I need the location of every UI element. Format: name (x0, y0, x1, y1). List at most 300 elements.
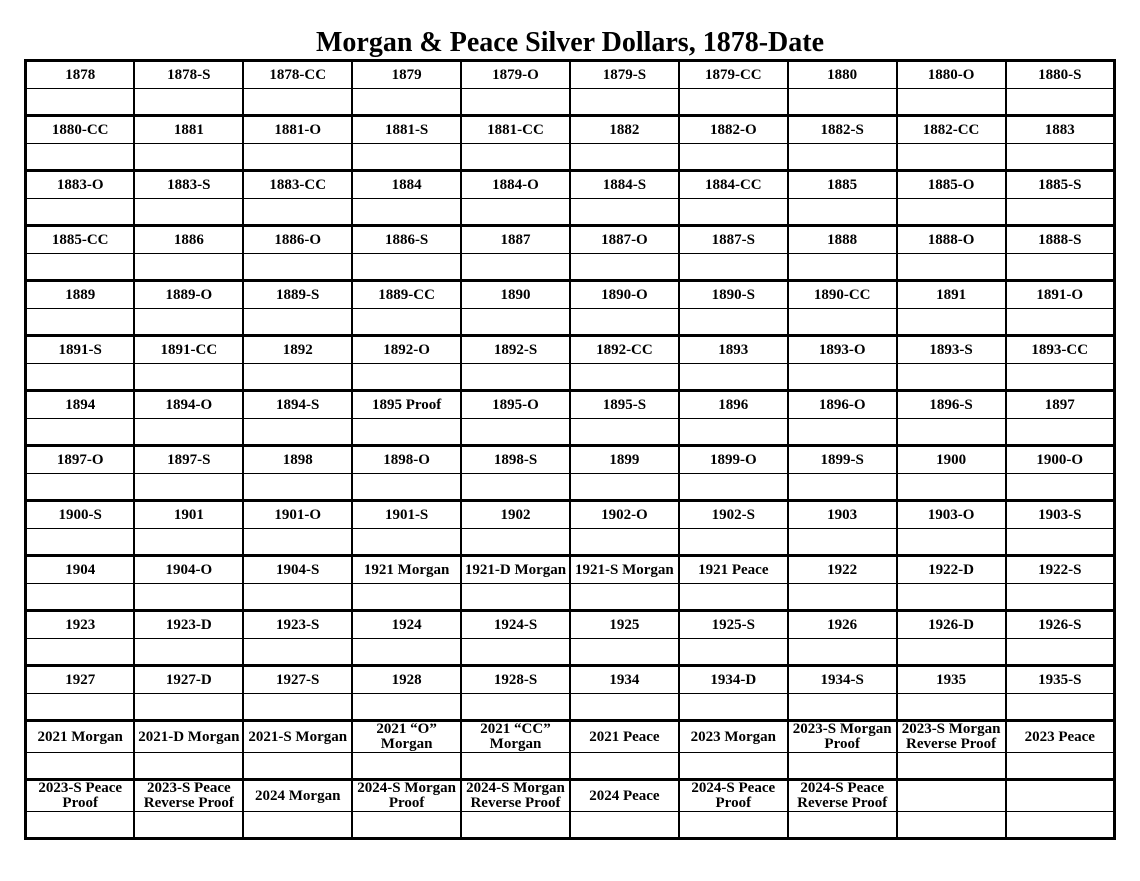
coin-label: 1882-CC (897, 116, 1006, 144)
checkbox-row (26, 254, 1115, 281)
check-box-cell[interactable] (352, 639, 461, 666)
coin-label: 1900-O (1006, 446, 1115, 474)
check-box-cell[interactable] (461, 364, 570, 391)
coin-label: 1899 (570, 446, 679, 474)
check-box-cell[interactable] (570, 639, 679, 666)
coin-label: 1890 (461, 281, 570, 309)
coin-label: 1896-S (897, 391, 1006, 419)
check-box-cell[interactable] (461, 474, 570, 501)
coin-label: 2024-S Peace Reverse Proof (788, 780, 897, 812)
coin-label: 1883-S (134, 171, 243, 199)
check-box-cell[interactable] (1006, 309, 1115, 336)
check-box-cell[interactable] (570, 753, 679, 780)
checkbox-row (26, 144, 1115, 171)
coin-label: 1890-O (570, 281, 679, 309)
check-box-cell[interactable] (243, 364, 352, 391)
coin-label: 1898-S (461, 446, 570, 474)
coin-label: 1885-O (897, 171, 1006, 199)
check-box-cell[interactable] (352, 309, 461, 336)
coin-label: 1880 (788, 61, 897, 89)
coin-label: 1926-D (897, 611, 1006, 639)
check-box-cell[interactable] (26, 419, 135, 446)
check-box-cell[interactable] (788, 812, 897, 839)
coin-label: 1884 (352, 171, 461, 199)
coin-label: 1883-O (26, 171, 135, 199)
coin-label: 1890-CC (788, 281, 897, 309)
coin-label: 1893 (679, 336, 788, 364)
coin-label: 2024-S Peace Proof (679, 780, 788, 812)
coin-label: 1894-O (134, 391, 243, 419)
check-box-cell[interactable] (570, 144, 679, 171)
check-box-cell[interactable] (26, 254, 135, 281)
coin-label: 1898-O (352, 446, 461, 474)
check-box-cell[interactable] (26, 364, 135, 391)
coin-label: 1921 Morgan (352, 556, 461, 584)
coin-label: 1921 Peace (679, 556, 788, 584)
coin-label: 1884-O (461, 171, 570, 199)
checkbox-row (26, 753, 1115, 780)
coin-label: 1885 (788, 171, 897, 199)
checkbox-row (26, 364, 1115, 391)
check-box-cell[interactable] (461, 144, 570, 171)
check-box-cell[interactable] (243, 639, 352, 666)
checkbox-row (26, 529, 1115, 556)
coin-label: 1883 (1006, 116, 1115, 144)
label-row (26, 446, 1115, 474)
coin-label: 1927 (26, 666, 135, 694)
label-row (26, 281, 1115, 309)
coin-label: 1934 (570, 666, 679, 694)
check-box-cell[interactable] (788, 89, 897, 116)
check-box-cell[interactable] (352, 364, 461, 391)
check-box-cell[interactable] (788, 529, 897, 556)
check-box-cell[interactable] (243, 753, 352, 780)
check-box-cell[interactable] (1006, 584, 1115, 611)
coin-label: 2023-S Peace Proof (26, 780, 135, 812)
coin-label: 1923-S (243, 611, 352, 639)
check-box-cell[interactable] (679, 89, 788, 116)
coin-label: 1898 (243, 446, 352, 474)
coin-label: 1902-O (570, 501, 679, 529)
checkbox-row (26, 419, 1115, 446)
coin-label: 1889-O (134, 281, 243, 309)
coin-label: 1896-O (788, 391, 897, 419)
check-box-cell[interactable] (352, 694, 461, 721)
check-box-cell[interactable] (1006, 694, 1115, 721)
check-box-cell[interactable] (679, 812, 788, 839)
coin-label: 1904 (26, 556, 135, 584)
check-box-cell[interactable] (26, 529, 135, 556)
coin-label: 1882-O (679, 116, 788, 144)
coin-label: 1880-CC (26, 116, 135, 144)
check-box-cell[interactable] (243, 529, 352, 556)
coin-label: 1878-CC (243, 61, 352, 89)
check-box-cell[interactable] (897, 694, 1006, 721)
coin-label: 1934-D (679, 666, 788, 694)
coin-label: 1881-O (243, 116, 352, 144)
check-box-cell[interactable] (1006, 529, 1115, 556)
check-box-cell[interactable] (461, 694, 570, 721)
check-box-cell[interactable] (134, 364, 243, 391)
coin-label: 1878 (26, 61, 135, 89)
coin-label: 1880-O (897, 61, 1006, 89)
check-box-cell[interactable] (570, 694, 679, 721)
coin-label: 1893-S (897, 336, 1006, 364)
coin-label: 1885-CC (26, 226, 135, 254)
coin-label: 1923-D (134, 611, 243, 639)
coin-label: 1889 (26, 281, 135, 309)
coin-label: 2024-S Morgan Reverse Proof (461, 780, 570, 812)
check-box-cell[interactable] (461, 812, 570, 839)
check-box-cell[interactable] (679, 639, 788, 666)
check-box-cell[interactable] (679, 529, 788, 556)
coin-label: 1903 (788, 501, 897, 529)
check-box-cell[interactable] (461, 254, 570, 281)
check-box-cell[interactable] (1006, 753, 1115, 780)
coin-checklist-table (24, 59, 1116, 840)
coin-label: 1925 (570, 611, 679, 639)
coin-label: 1893-O (788, 336, 897, 364)
coin-label: 2023-S Peace Reverse Proof (134, 780, 243, 812)
coin-label: 1894-S (243, 391, 352, 419)
coin-label: 1904-S (243, 556, 352, 584)
check-box-cell[interactable] (26, 474, 135, 501)
coin-label: 1928-S (461, 666, 570, 694)
coin-label: 1901-O (243, 501, 352, 529)
coin-label: 1882 (570, 116, 679, 144)
checkbox-row (26, 694, 1115, 721)
check-box-cell[interactable] (788, 309, 897, 336)
coin-label: 1880-S (1006, 61, 1115, 89)
coin-label: 1902-S (679, 501, 788, 529)
check-box-cell[interactable] (352, 199, 461, 226)
coin-label: 1884-S (570, 171, 679, 199)
check-box-cell[interactable] (352, 474, 461, 501)
coin-label: 1921-D Morgan (461, 556, 570, 584)
coin-label: 1897-O (26, 446, 135, 474)
check-box-cell[interactable] (26, 144, 135, 171)
check-box-cell[interactable] (352, 584, 461, 611)
coin-label: 1926 (788, 611, 897, 639)
coin-label: 1892 (243, 336, 352, 364)
check-box-cell[interactable] (570, 474, 679, 501)
check-box-cell[interactable] (352, 753, 461, 780)
check-box-cell[interactable] (679, 584, 788, 611)
coin-label: 1927-S (243, 666, 352, 694)
label-row (26, 391, 1115, 419)
check-box-cell[interactable] (461, 419, 570, 446)
check-box-cell[interactable] (679, 474, 788, 501)
check-box-cell[interactable] (26, 694, 135, 721)
label-row (26, 501, 1115, 529)
coin-label: 1889-CC (352, 281, 461, 309)
check-box-cell[interactable] (1006, 812, 1115, 839)
coin-label: 1891-CC (134, 336, 243, 364)
coin-label: 1886 (134, 226, 243, 254)
coin-label: 1902 (461, 501, 570, 529)
check-box-cell[interactable] (788, 639, 897, 666)
check-box-cell[interactable] (243, 694, 352, 721)
label-row (26, 721, 1115, 753)
check-box-cell[interactable] (897, 419, 1006, 446)
label-row (26, 171, 1115, 199)
check-box-cell[interactable] (134, 753, 243, 780)
check-box-cell[interactable] (788, 584, 897, 611)
check-box-cell[interactable] (134, 474, 243, 501)
check-box-cell[interactable] (897, 474, 1006, 501)
check-box-cell[interactable] (26, 199, 135, 226)
check-box-cell[interactable] (897, 812, 1006, 839)
coin-label: 2021 Peace (570, 721, 679, 753)
page-title: Morgan & Peace Silver Dollars, 1878-Date (315, 27, 825, 58)
coin-label: 1890-S (679, 281, 788, 309)
check-box-cell[interactable] (134, 199, 243, 226)
check-box-cell[interactable] (134, 529, 243, 556)
coin-label: 1900 (897, 446, 1006, 474)
coin-label: 1879 (352, 61, 461, 89)
check-box-cell[interactable] (570, 419, 679, 446)
check-box-cell[interactable] (461, 199, 570, 226)
check-box-cell[interactable] (134, 89, 243, 116)
coin-label: 1883-CC (243, 171, 352, 199)
coin-label: 1901 (134, 501, 243, 529)
coin-label: 1893-CC (1006, 336, 1115, 364)
check-box-cell[interactable] (788, 419, 897, 446)
check-box-cell[interactable] (134, 419, 243, 446)
coin-label: 1881 (134, 116, 243, 144)
coin-label: 1882-S (788, 116, 897, 144)
coin-label: 1895 Proof (352, 391, 461, 419)
coin-label: 2023-S Morgan Reverse Proof (897, 721, 1006, 753)
check-box-cell[interactable] (134, 639, 243, 666)
coin-label: 1922 (788, 556, 897, 584)
coin-label: 1884-CC (679, 171, 788, 199)
checklist-body (26, 61, 1115, 839)
check-box-cell[interactable] (570, 89, 679, 116)
check-box-cell[interactable] (243, 254, 352, 281)
checkbox-row (26, 89, 1115, 116)
coin-label: 1887-O (570, 226, 679, 254)
check-box-cell[interactable] (1006, 419, 1115, 446)
check-box-cell[interactable] (26, 753, 135, 780)
coin-label: 1903-O (897, 501, 1006, 529)
check-box-cell[interactable] (352, 144, 461, 171)
check-box-cell[interactable] (461, 89, 570, 116)
check-box-cell[interactable] (1006, 89, 1115, 116)
check-box-cell[interactable] (897, 89, 1006, 116)
check-box-cell[interactable] (570, 584, 679, 611)
label-row (26, 116, 1115, 144)
check-box-cell[interactable] (134, 812, 243, 839)
check-box-cell[interactable] (243, 584, 352, 611)
coin-label: 1888-S (1006, 226, 1115, 254)
check-box-cell[interactable] (788, 364, 897, 391)
check-box-cell[interactable] (461, 753, 570, 780)
coin-label: 1922-D (897, 556, 1006, 584)
check-box-cell[interactable] (1006, 254, 1115, 281)
check-box-cell[interactable] (897, 753, 1006, 780)
check-box-cell[interactable] (461, 584, 570, 611)
check-box-cell[interactable] (352, 89, 461, 116)
label-row (26, 780, 1115, 812)
coin-label: 1934-S (788, 666, 897, 694)
check-box-cell[interactable] (897, 199, 1006, 226)
check-box-cell[interactable] (243, 812, 352, 839)
coin-label: 1886-S (352, 226, 461, 254)
coin-label: 1895-O (461, 391, 570, 419)
coin-label: 1892-CC (570, 336, 679, 364)
checkbox-row (26, 812, 1115, 839)
coin-label: 1897-S (134, 446, 243, 474)
check-box-cell[interactable] (570, 309, 679, 336)
coin-label: 2023 Morgan (679, 721, 788, 753)
check-box-cell[interactable] (897, 144, 1006, 171)
coin-label: 1903-S (1006, 501, 1115, 529)
check-box-cell[interactable] (352, 419, 461, 446)
check-box-cell[interactable] (26, 639, 135, 666)
check-box-cell[interactable] (134, 584, 243, 611)
check-box-cell[interactable] (788, 694, 897, 721)
check-box-cell[interactable] (26, 89, 135, 116)
check-box-cell[interactable] (570, 812, 679, 839)
check-box-cell[interactable] (788, 199, 897, 226)
check-box-cell[interactable] (1006, 474, 1115, 501)
check-box-cell[interactable] (1006, 199, 1115, 226)
coin-label: 2021 Morgan (26, 721, 135, 753)
coin-label: 2023-S Morgan Proof (788, 721, 897, 753)
coin-label: 2021 “CC” Morgan (461, 721, 570, 753)
check-box-cell[interactable] (679, 199, 788, 226)
coin-label: 2024 Peace (570, 780, 679, 812)
check-box-cell[interactable] (26, 309, 135, 336)
coin-label: 1896 (679, 391, 788, 419)
coin-label: 1892-O (352, 336, 461, 364)
check-box-cell[interactable] (788, 474, 897, 501)
check-box-cell[interactable] (26, 584, 135, 611)
check-box-cell[interactable] (461, 529, 570, 556)
check-box-cell[interactable] (897, 364, 1006, 391)
check-box-cell[interactable] (461, 639, 570, 666)
check-box-cell[interactable] (352, 812, 461, 839)
check-box-cell[interactable] (897, 529, 1006, 556)
coin-label: 1922-S (1006, 556, 1115, 584)
coin-label: 1895-S (570, 391, 679, 419)
coin-label: 1889-S (243, 281, 352, 309)
coin-label: 1881-S (352, 116, 461, 144)
check-box-cell[interactable] (897, 584, 1006, 611)
check-box-cell[interactable] (679, 419, 788, 446)
check-box-cell[interactable] (570, 364, 679, 391)
coin-label: 1888 (788, 226, 897, 254)
check-box-cell[interactable] (679, 694, 788, 721)
check-box-cell[interactable] (243, 474, 352, 501)
coin-label: 2024 Morgan (243, 780, 352, 812)
coin-label: 1900-S (26, 501, 135, 529)
coin-label (897, 780, 1006, 812)
coin-label: 1935-S (1006, 666, 1115, 694)
coin-label: 2021-D Morgan (134, 721, 243, 753)
coin-label: 1897 (1006, 391, 1115, 419)
coin-label: 1887-S (679, 226, 788, 254)
coin-label: 1924 (352, 611, 461, 639)
coin-label: 2021-S Morgan (243, 721, 352, 753)
coin-label: 1887 (461, 226, 570, 254)
check-box-cell[interactable] (243, 144, 352, 171)
coin-label: 1894 (26, 391, 135, 419)
coin-label: 1928 (352, 666, 461, 694)
check-box-cell[interactable] (352, 529, 461, 556)
check-box-cell[interactable] (679, 364, 788, 391)
check-box-cell[interactable] (243, 199, 352, 226)
coin-label: 1879-S (570, 61, 679, 89)
check-box-cell[interactable] (1006, 639, 1115, 666)
checkbox-row (26, 639, 1115, 666)
coin-label: 1927-D (134, 666, 243, 694)
coin-label (1006, 780, 1115, 812)
coin-label: 1935 (897, 666, 1006, 694)
check-box-cell[interactable] (788, 144, 897, 171)
check-box-cell[interactable] (679, 144, 788, 171)
coin-label: 1925-S (679, 611, 788, 639)
coin-label: 1886-O (243, 226, 352, 254)
checkbox-row (26, 199, 1115, 226)
check-box-cell[interactable] (352, 254, 461, 281)
check-box-cell[interactable] (134, 309, 243, 336)
coin-label: 1891 (897, 281, 1006, 309)
label-row (26, 611, 1115, 639)
check-box-cell[interactable] (461, 309, 570, 336)
check-box-cell[interactable] (570, 199, 679, 226)
check-box-cell[interactable] (134, 254, 243, 281)
coin-label: 1899-O (679, 446, 788, 474)
coin-label: 1885-S (1006, 171, 1115, 199)
check-box-cell[interactable] (679, 254, 788, 281)
check-box-cell[interactable] (788, 254, 897, 281)
label-row (26, 336, 1115, 364)
coin-label: 2021 “O” Morgan (352, 721, 461, 753)
coin-label: 1891-S (26, 336, 135, 364)
check-box-cell[interactable] (897, 254, 1006, 281)
check-box-cell[interactable] (243, 309, 352, 336)
label-row (26, 556, 1115, 584)
check-box-cell[interactable] (570, 529, 679, 556)
check-box-cell[interactable] (134, 144, 243, 171)
coin-label: 1892-S (461, 336, 570, 364)
label-row (26, 226, 1115, 254)
check-box-cell[interactable] (679, 309, 788, 336)
check-box-cell[interactable] (134, 694, 243, 721)
check-box-cell[interactable] (243, 419, 352, 446)
check-box-cell[interactable] (788, 753, 897, 780)
check-box-cell[interactable] (897, 639, 1006, 666)
check-box-cell[interactable] (570, 254, 679, 281)
coin-label: 1924-S (461, 611, 570, 639)
coin-label: 1921-S Morgan (570, 556, 679, 584)
check-box-cell[interactable] (26, 812, 135, 839)
checkbox-row (26, 474, 1115, 501)
coin-label: 1926-S (1006, 611, 1115, 639)
check-box-cell[interactable] (243, 89, 352, 116)
check-box-cell[interactable] (1006, 144, 1115, 171)
label-row (26, 61, 1115, 89)
coin-label: 1923 (26, 611, 135, 639)
check-box-cell[interactable] (679, 753, 788, 780)
check-box-cell[interactable] (1006, 364, 1115, 391)
coin-label: 2024-S Morgan Proof (352, 780, 461, 812)
coin-label: 1881-CC (461, 116, 570, 144)
check-box-cell[interactable] (897, 309, 1006, 336)
coin-label: 1879-CC (679, 61, 788, 89)
